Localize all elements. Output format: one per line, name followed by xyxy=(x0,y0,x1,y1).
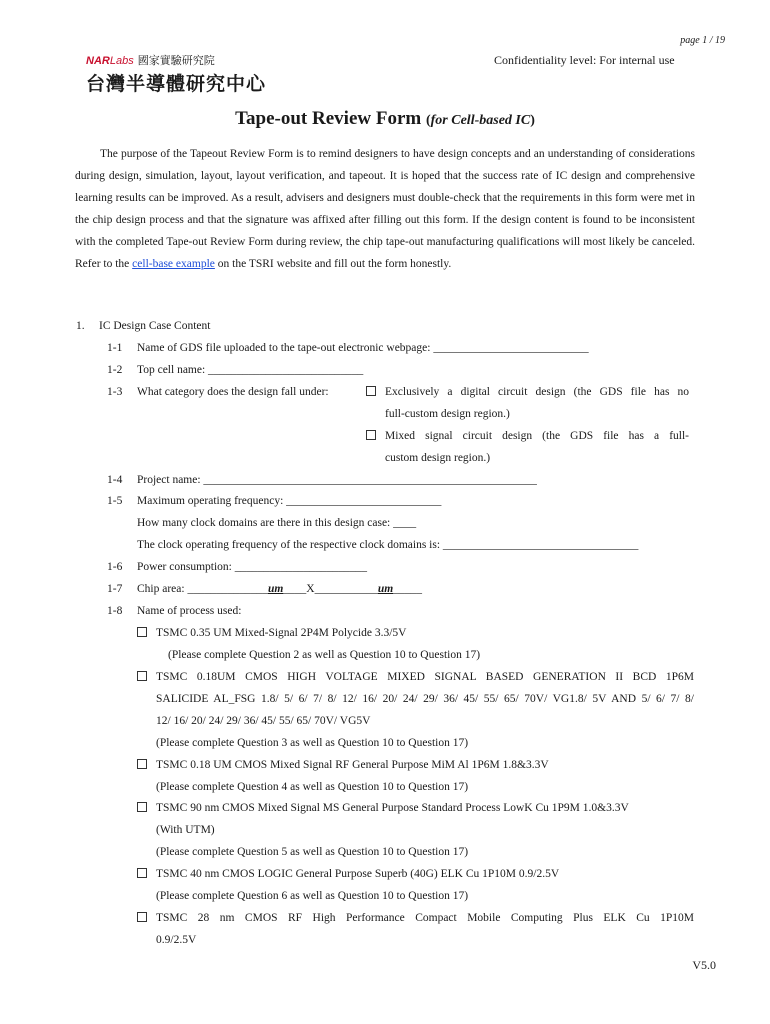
process-28nm-name-line2: 0.9/2.5V xyxy=(156,934,197,946)
q1-6-power-consumption[interactable]: Power consumption: _______________________ xyxy=(137,561,367,573)
section-1-number: 1. xyxy=(76,320,85,332)
form-title-sub-italic: for Cell-based IC xyxy=(430,113,531,128)
q1-3-number: 1-3 xyxy=(107,386,123,398)
form-version: V5.0 xyxy=(692,958,716,972)
q1-7-label: Chip area: xyxy=(137,583,188,595)
form-title-sub xyxy=(426,113,535,128)
q1-7-blank-4: _____ xyxy=(393,583,422,595)
cell-base-example-link[interactable]: cell-base example xyxy=(132,258,215,270)
q1-3-option-digital[interactable] xyxy=(366,386,384,399)
form-title-paren-close: ) xyxy=(530,113,535,128)
logo-nar-text: NAR xyxy=(86,55,110,67)
logo-center-name: 台灣半導體研究中心 xyxy=(86,73,267,95)
q1-3-category-question: What category does the design fall under: xyxy=(137,386,329,398)
form-title-main: Tape-out Review Form xyxy=(235,108,426,129)
checkbox-icon[interactable] xyxy=(137,759,147,769)
q1-5-clock-frequencies[interactable]: The clock operating frequency of the respective clock domains is: __________________________________ xyxy=(137,539,639,551)
q1-2-top-cell-name[interactable]: Top cell name: ___________________________ xyxy=(137,364,364,376)
process-option-018um-hv[interactable] xyxy=(137,671,155,684)
q1-6-number: 1-6 xyxy=(107,561,123,573)
process-option-90nm[interactable] xyxy=(137,802,155,815)
q1-7-unit-2: um xyxy=(377,583,394,595)
process-90nm-name: TSMC 90 nm CMOS Mixed Signal MS General Purpose Standard Process LowK Cu 1P9M 1.0&3.3V xyxy=(156,802,629,814)
q1-7-blank-1: ______________ xyxy=(187,583,268,595)
q1-3-option-mixed-line2: custom design region.) xyxy=(385,452,491,464)
confidentiality-level: Confidentiality level: For internal use xyxy=(494,53,675,67)
process-28nm-name-line1: TSMC 28 nm CMOS RF High Performance Compact Mobile Computing Plus ELK Cu 1P10M xyxy=(156,912,694,924)
q1-3-option-mixed-line1: Mixed signal circuit design (the GDS file has a full- xyxy=(385,430,689,442)
process-018um-rf-name: TSMC 0.18 UM CMOS Mixed Signal RF General Purpose MiM Al 1P6M 1.8&3.3V xyxy=(156,759,549,771)
narlabs-logo xyxy=(86,52,266,96)
q1-3-option-digital-line2: full-custom design region.) xyxy=(385,408,510,420)
q1-5-clock-domains[interactable]: How many clock domains are there in this design case: ____ xyxy=(137,517,417,529)
checkbox-icon[interactable] xyxy=(137,671,147,681)
q1-3-option-digital-line1: Exclusively a digital circuit design (the GDS file has no xyxy=(385,386,689,398)
q1-8-process-question: Name of process used: xyxy=(137,605,242,617)
process-018um-hv-name-line1: TSMC 0.18UM CMOS HIGH VOLTAGE MIXED SIGNAL BASED GENERATION II BCD 1P6M xyxy=(156,671,694,683)
q1-7-chip-area[interactable] xyxy=(137,583,422,595)
q1-7-unit-1: um xyxy=(267,583,284,595)
q1-5-max-frequency[interactable]: Maximum operating frequency: ___________________________ xyxy=(137,495,442,507)
q1-7-separator: X xyxy=(306,583,315,595)
process-40nm-name: TSMC 40 nm CMOS LOGIC General Purpose Superb (40G) ELK Cu 1P10M 0.9/2.5V xyxy=(156,868,560,880)
checkbox-icon[interactable] xyxy=(137,868,147,878)
q1-3-option-mixed[interactable] xyxy=(366,430,384,443)
process-90nm-name-line2: (With UTM) xyxy=(156,824,215,836)
q1-5-number: 1-5 xyxy=(107,495,123,507)
process-018um-hv-name-line3: 12/ 16/ 20/ 24/ 29/ 36/ 45/ 55/ 65/ 70V/ VG5V xyxy=(156,715,371,727)
section-1-title: IC Design Case Content xyxy=(99,320,211,332)
process-40nm-note: (Please complete Question 6 as well as Question 10 to Question 17) xyxy=(156,890,469,902)
checkbox-icon[interactable] xyxy=(137,802,147,812)
q1-7-blank-3: ___________ xyxy=(314,583,378,595)
q1-4-number: 1-4 xyxy=(107,474,123,486)
process-018um-hv-name-line2: SALICIDE AL_FSG 1.8/ 5/ 6/ 7/ 8/ 12/ 16/ 20/ 24/ 29/ 36/ 45/ 55/ 65/ 70V/ VG1.8/ 5V AND 5/ 6/ 7/ 8/ xyxy=(156,693,694,705)
process-018um-rf-note: (Please complete Question 4 as well as Question 10 to Question 17) xyxy=(156,781,469,793)
logo-labs-text: Labs xyxy=(109,55,134,67)
form-title-paren-open: ( xyxy=(425,113,431,128)
process-option-018um-rf[interactable] xyxy=(137,759,155,772)
form-title xyxy=(0,108,770,130)
process-035um-name: TSMC 0.35 UM Mixed-Signal 2P4M Polycide 3.3/5V xyxy=(156,627,407,639)
intro-text-2: on the TSRI website and fill out the form honestly. xyxy=(214,258,452,270)
process-option-035um[interactable] xyxy=(137,627,155,640)
checkbox-icon[interactable] xyxy=(366,430,376,440)
checkbox-icon[interactable] xyxy=(137,627,147,637)
process-035um-note: (Please complete Question 2 as well as Question 10 to Question 17) xyxy=(168,649,481,661)
page-number: page 1 / 19 xyxy=(680,35,725,46)
q1-1-number: 1-1 xyxy=(107,342,123,354)
checkbox-icon[interactable] xyxy=(137,912,147,922)
q1-2-number: 1-2 xyxy=(107,364,123,376)
intro-paragraph xyxy=(75,143,695,275)
checkbox-icon[interactable] xyxy=(366,386,376,396)
process-option-28nm[interactable] xyxy=(137,912,155,925)
q1-1-gds-file-name[interactable]: Name of GDS file uploaded to the tape-out electronic webpage: ___________________________ xyxy=(137,342,589,354)
process-018um-hv-note: (Please complete Question 3 as well as Question 10 to Question 17) xyxy=(156,737,469,749)
logo-institute-text: 國家實驗研究院 xyxy=(137,55,215,67)
process-90nm-note: (Please complete Question 5 as well as Question 10 to Question 17) xyxy=(156,846,469,858)
q1-4-project-name[interactable]: Project name: __________________________________________________________ xyxy=(137,474,537,486)
process-option-40nm[interactable] xyxy=(137,868,155,881)
intro-text-1: The purpose of the Tapeout Review Form is to remind designers to have design concepts and an understanding of considerations during design, simulation, layout, layout verification, and tapeout. It is hoped that the success rate of IC design and comprehensive learning results can be improved. As a result, advisers and designers must double-check that the requirements in this form were met in the chip design process and that the signature was affixed after filling out this form. If the design content is found to be inconsistent with the completed Tape-out Review Form during review, the chip tape-out manufacturing qualifications will most likely be canceled. Refer to the xyxy=(75,148,695,270)
q1-7-blank-2: ____ xyxy=(283,583,307,595)
q1-8-number: 1-8 xyxy=(107,605,123,617)
q1-7-number: 1-7 xyxy=(107,583,123,595)
